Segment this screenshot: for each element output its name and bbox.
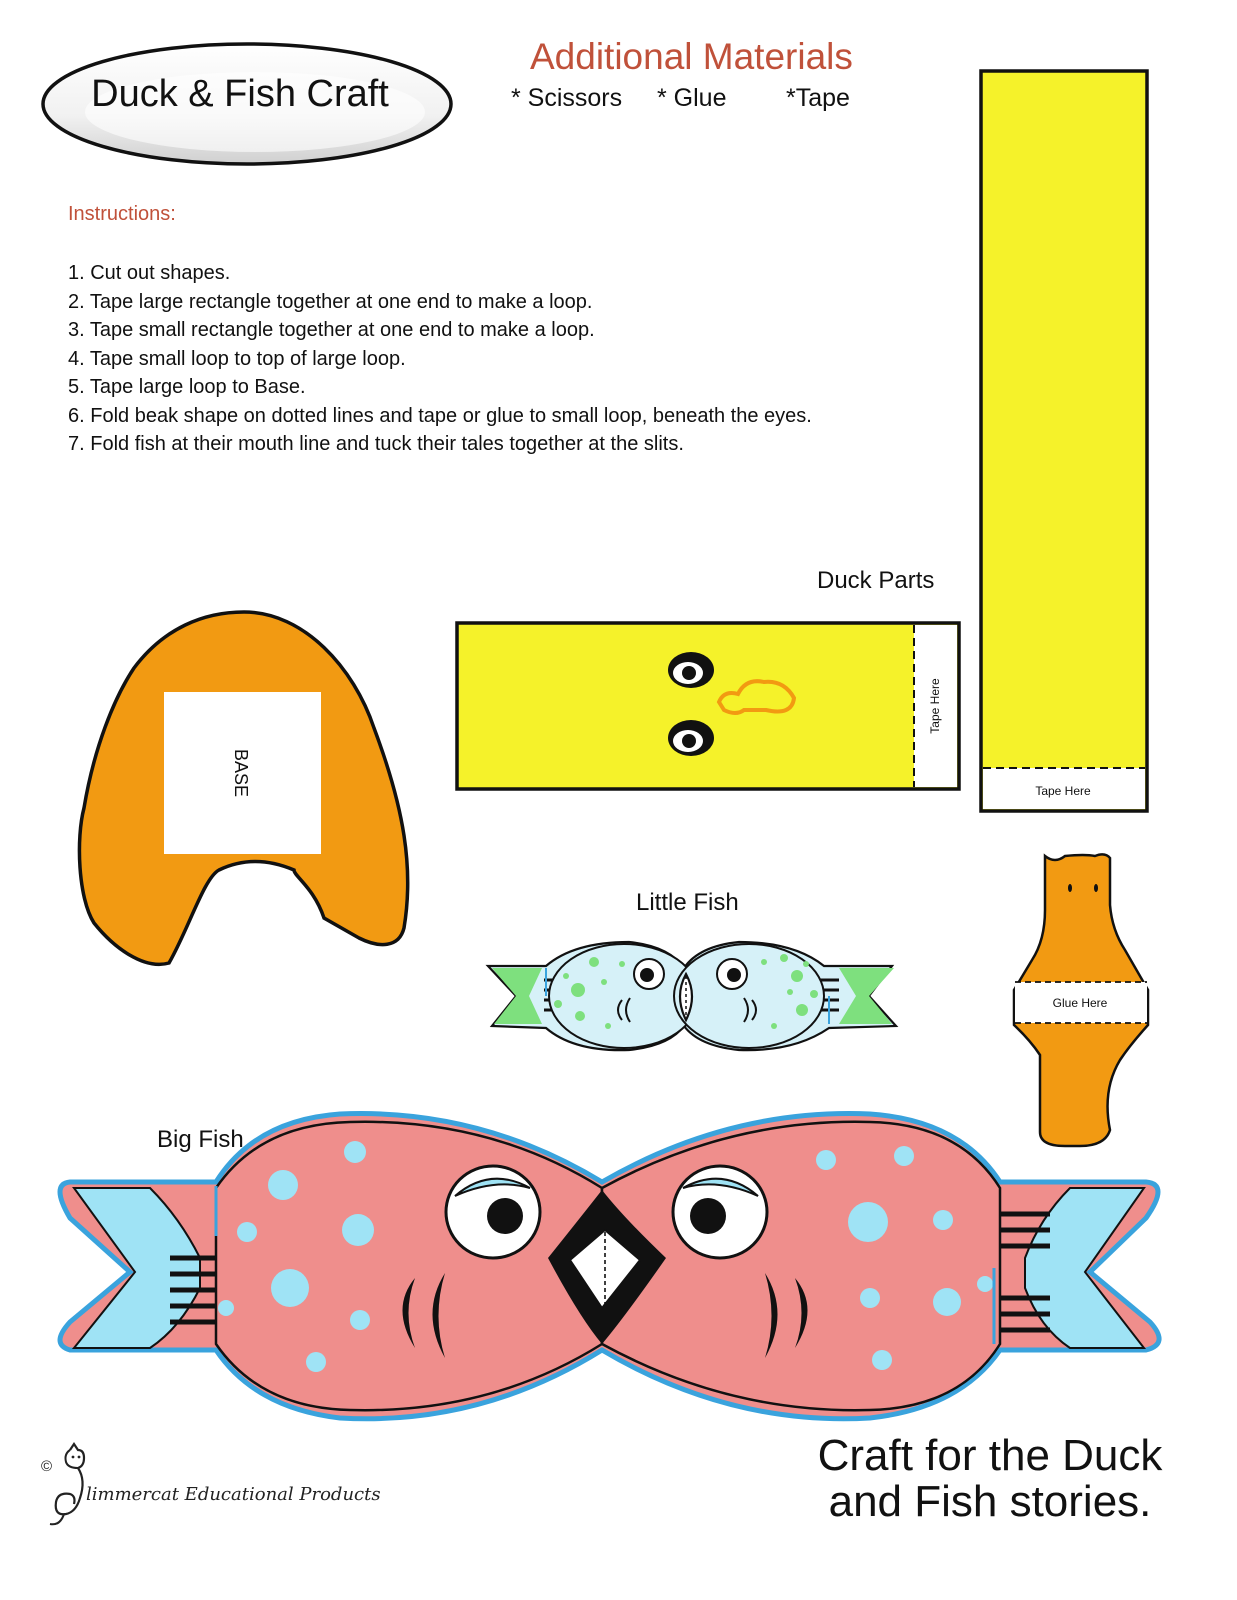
base-label: BASE xyxy=(231,748,251,798)
duck-base xyxy=(74,608,414,974)
footer-tagline-line2: and Fish stories. xyxy=(828,1477,1152,1526)
duck-eye-icon xyxy=(668,652,714,688)
duck-head-strip xyxy=(454,620,964,793)
instruction-step: 7. Fold fish at their mouth line and tuck their tales together at the slits. xyxy=(68,433,684,455)
duck-parts-label: Duck Parts xyxy=(817,567,935,594)
instruction-step: 3. Tape small rectangle together at one end to make a loop. xyxy=(68,319,595,341)
big-fish-eye-icon xyxy=(446,1166,540,1258)
duck-body-strip xyxy=(978,68,1154,816)
big-fish-pair xyxy=(50,1108,1174,1426)
footer-tagline-line1: Craft for the Duck xyxy=(817,1431,1163,1480)
big-fish-label: Big Fish xyxy=(157,1126,244,1153)
tape-here-head-label: Tape Here xyxy=(928,678,942,734)
page-title: Duck & Fish Craft xyxy=(91,73,389,115)
materials-heading: Additional Materials xyxy=(530,36,853,77)
little-fish-pair xyxy=(484,936,904,1056)
tape-here-body-label: Tape Here xyxy=(1035,784,1091,798)
nostril-icon xyxy=(1094,884,1098,892)
instructions-heading: Instructions: xyxy=(68,203,176,225)
little-fish-eye-icon xyxy=(634,959,664,989)
little-fish-label: Little Fish xyxy=(636,889,739,916)
duck-eye-icon xyxy=(668,720,714,756)
instruction-step: 2. Tape large rectangle together at one end to make a loop. xyxy=(68,290,593,313)
copyright-symbol: © xyxy=(41,1458,53,1475)
material-glue: * Glue xyxy=(657,84,727,112)
material-scissors: * Scissors xyxy=(511,84,623,112)
instruction-step: 6. Fold beak shape on dotted lines and tape or glue to small loop, beneath the eyes. xyxy=(68,404,812,427)
big-fish-eye-icon xyxy=(673,1166,767,1258)
instructions-list xyxy=(68,259,812,459)
glue-here-label: Glue Here xyxy=(1052,996,1108,1010)
instruction-step: 1. Cut out shapes. xyxy=(68,262,231,284)
footer-tagline xyxy=(790,1433,1190,1525)
instruction-step: 5. Tape large loop to Base. xyxy=(68,376,306,398)
instruction-step: 4. Tape small loop to top of large loop. xyxy=(68,347,406,370)
publisher-logo-text: limmercat Educational Products xyxy=(86,1484,381,1505)
material-tape: *Tape xyxy=(786,84,850,112)
little-fish-eye-icon xyxy=(717,959,747,989)
nostril-icon xyxy=(1068,884,1072,892)
